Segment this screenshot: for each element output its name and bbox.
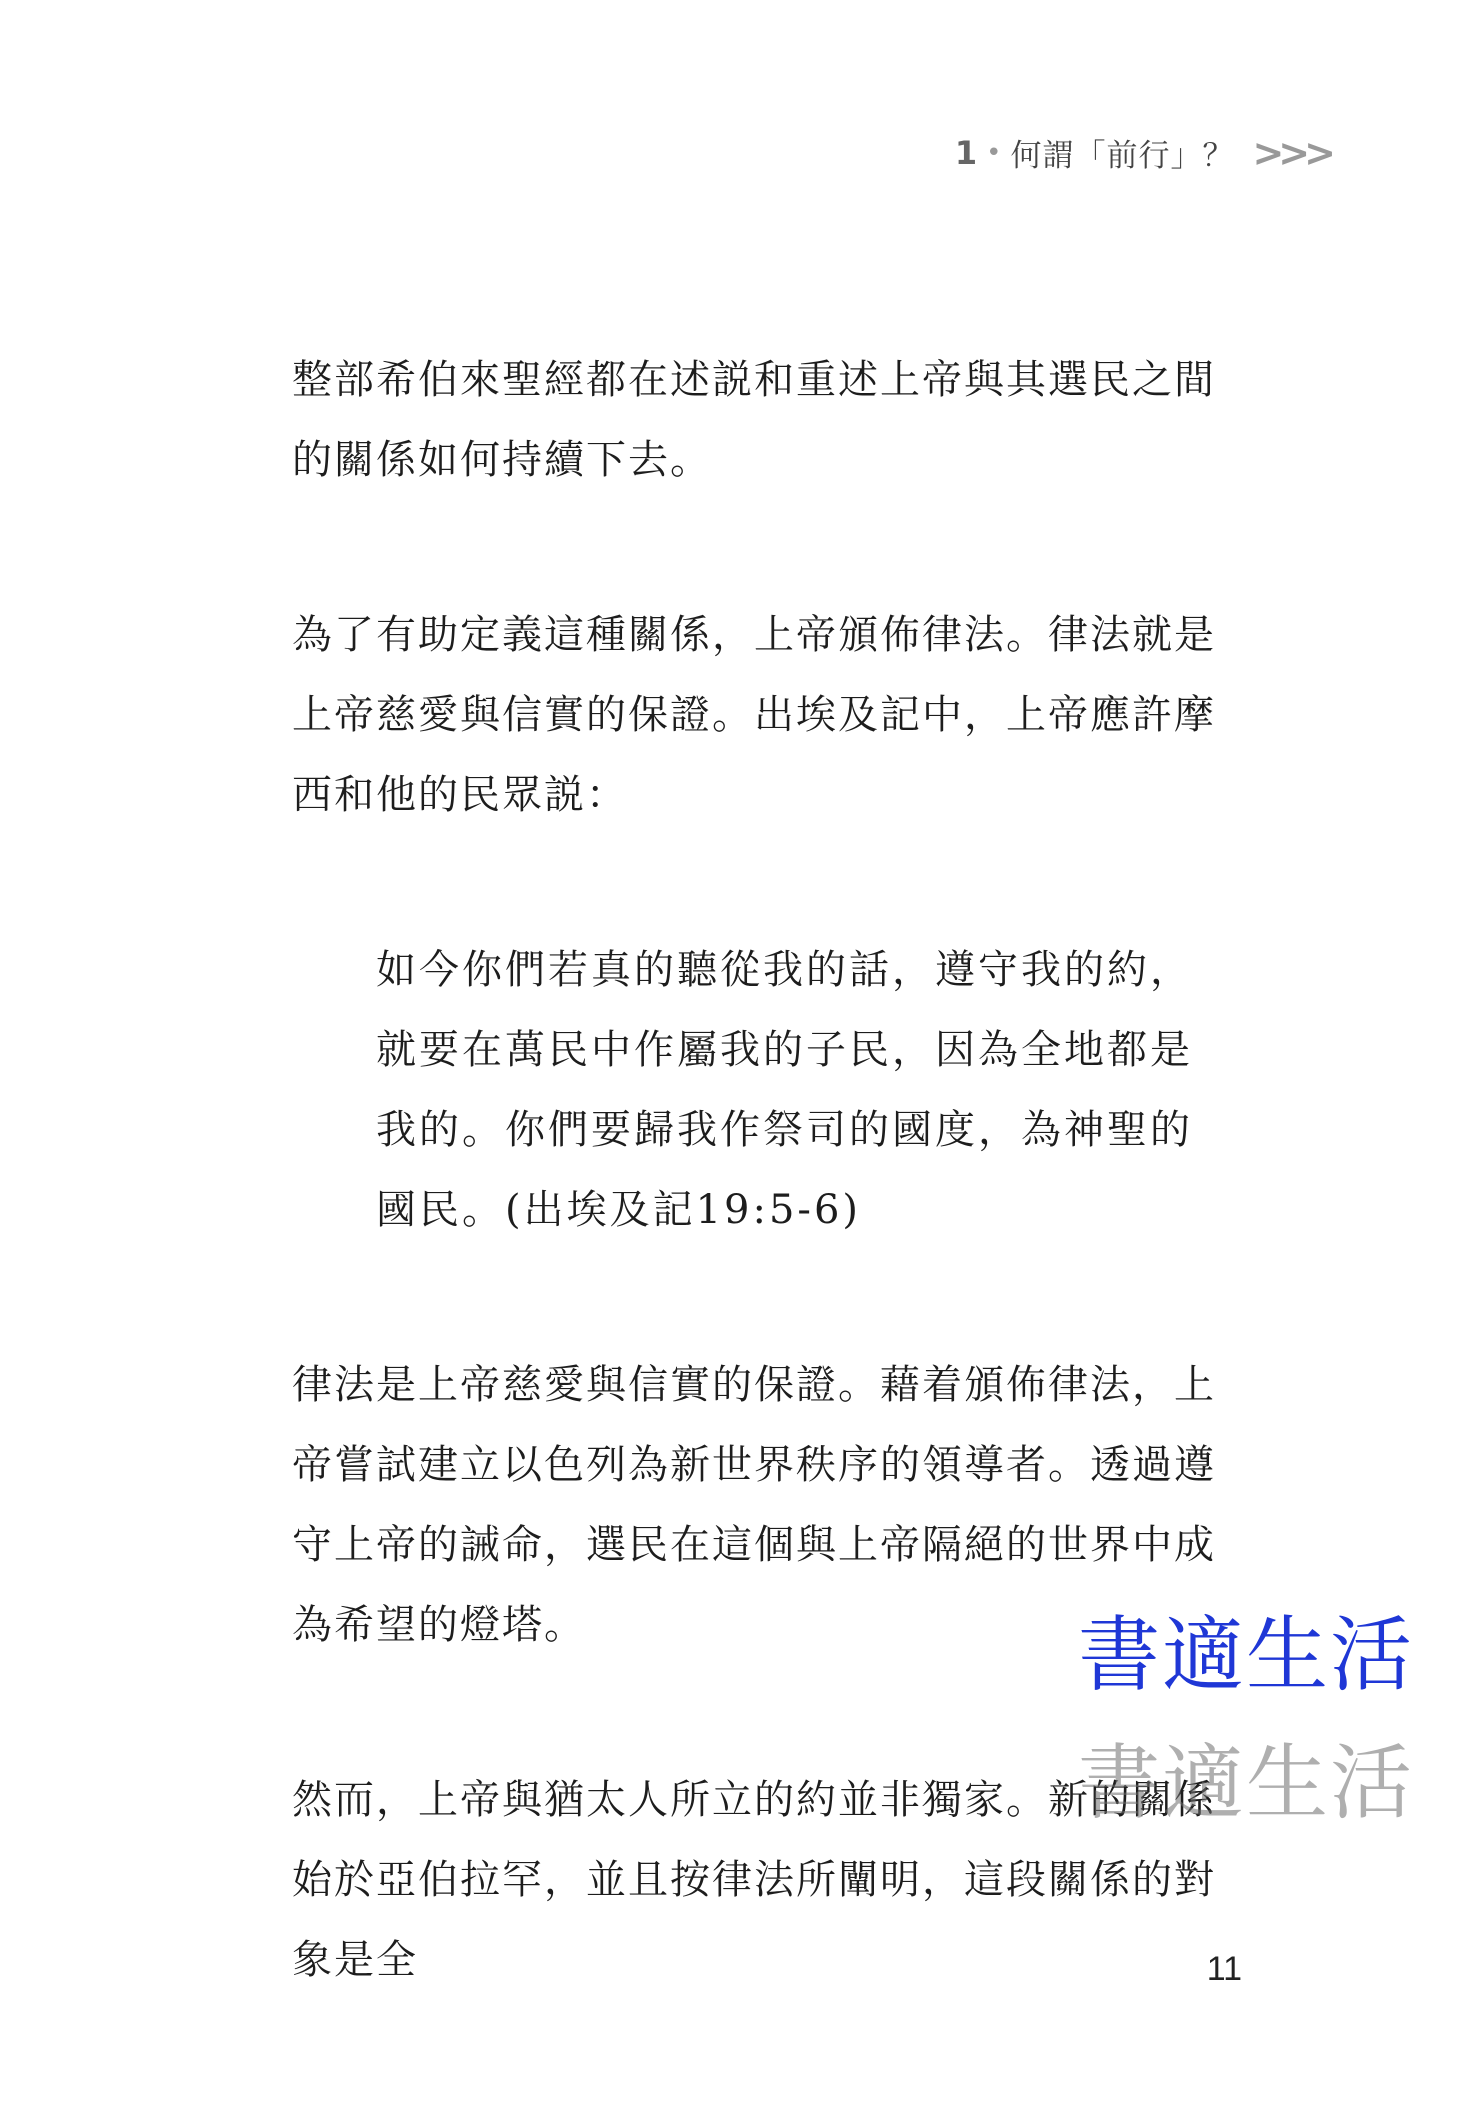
running-header <box>955 130 1330 175</box>
watermark-shadow: 書適生活 <box>1078 1736 1415 1831</box>
paragraph: 律法是上帝慈愛與信實的保證。藉着頒佈律法，上帝嘗試建立以色列為新世界秩序的領導者。透過遵守上帝的誡命，選民在這個與上帝隔絕的世界中成為希望的燈塔。 <box>292 1362 1216 1648</box>
chapter-number: 1 <box>954 133 979 172</box>
paragraph: 為了有助定義這種關係，上帝頒佈律法。律法就是上帝慈愛與信實的保證。出埃及記中，上帝應許摩西和他的民眾説： <box>292 612 1216 818</box>
scripture-quote: 如今你們若真的聽從我的話，遵守我的約，就要在萬民中作屬我的子民，因為全地都是我的。你們要歸我作祭司的國度，為神聖的國民。(出埃及記19:5-6) <box>376 947 1193 1233</box>
watermark-primary: 書適生活 <box>1078 1608 1415 1703</box>
arrows-icon: >>> <box>1252 130 1330 175</box>
bullet-separator: • <box>986 137 1003 168</box>
chapter-title: 何謂「前行」？ <box>1010 138 1235 174</box>
page-number: 11 <box>1206 1950 1242 1988</box>
paragraph: 然而，上帝與猶太人所立的約並非獨家。新的關係始於亞伯拉罕，並且按律法所闡明，這段關係的對象是全 <box>292 1777 1216 1983</box>
paragraph: 整部希伯來聖經都在述説和重述上帝與其選民之間的關係如何持續下去。 <box>292 357 1216 483</box>
